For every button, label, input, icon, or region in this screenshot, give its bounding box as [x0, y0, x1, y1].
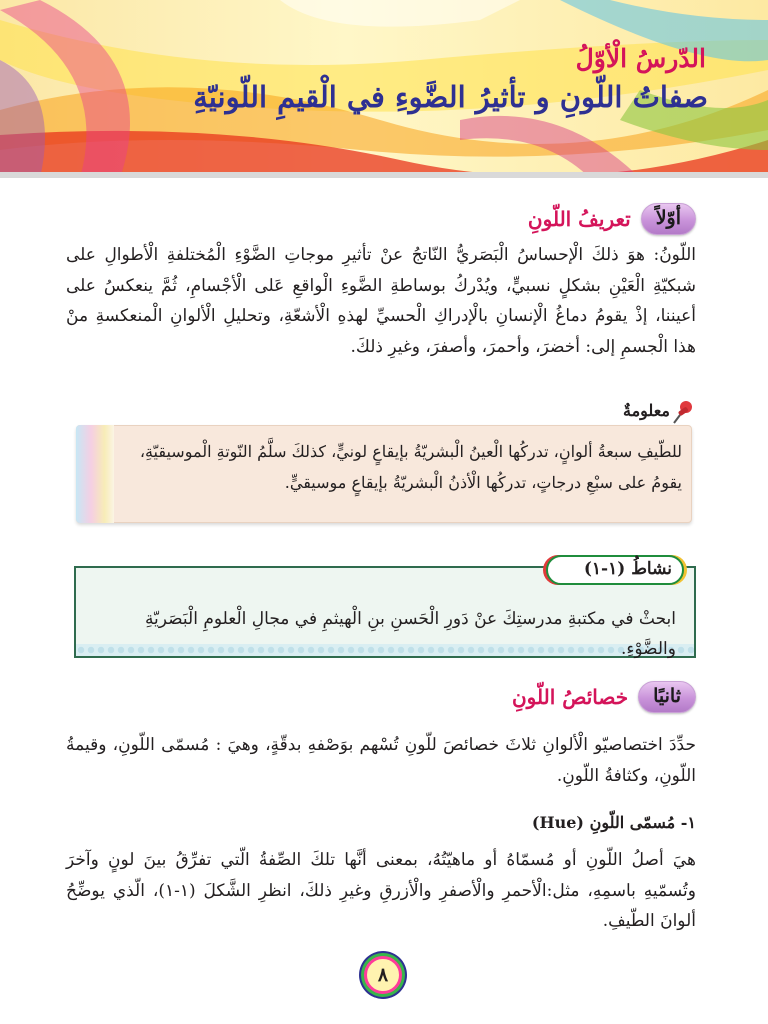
lesson-number: الدّرسُ الْأوّلُ: [575, 44, 706, 73]
section-badge: أوّلاً: [641, 203, 696, 235]
item-heading-hue: ١- مُسمّى اللّونِ (Hue): [531, 813, 696, 832]
section-heading-definition: [528, 203, 696, 235]
header-banner: [0, 0, 768, 178]
properties-paragraph: حدِّدَ اختصاصيّو الْألوانِ ثلاثَ خصائصَ للّونِ تُسْهم بوَصْفهِ بدقّةٍ، وهيَ : مُسمّى اللّونِ، وقيمةُ اللّونِ، وكثافةُ اللّونِ.: [66, 735, 696, 786]
section-badge: ثانيًا: [638, 681, 696, 713]
activity-label: نشاطُ (١-١): [583, 559, 672, 579]
info-line: للطّيفِ سبعةُ ألوانٍ، تدركُها الْعينُ الْبشريّةُ بإيقاعٍ لونيٍّ، كذلكَ سلَّمُ النّوتةِ الْموسيقيّةِ،: [139, 442, 682, 461]
lesson-title: صفاتُ اللّونِ و تأثيرُ الضَّوءِ في الْقيمِ اللّونيّةِ: [193, 80, 708, 114]
hue-paragraph: هيَ أصلُ اللّونِ أو مُسمّاهُ أو ماهيّتُهُ، بمعنى أنَّها تلكَ الصِّفةُ الّتي تفرِّقُ بينَ لونٍ وآخرَ وتُسمّيهِ باسمِهِ، مثل:الْأحمرِ والْأصفرِ والْأزرقِ وغيرِ ذلكَ، انظرِ الشَّكلَ (١-١)، الّذي يوضِّحُ ألوانَ الطّيفِ.: [66, 850, 696, 931]
info-line: يقومُ على سبْعِ درجاتٍ، تدركُها الْأذنُ الْبشريّةُ بإيقاعٍ موسيقيٍّ.: [284, 473, 682, 492]
section-heading-properties: [512, 681, 696, 713]
section-title: تعريفُ اللّونِ: [527, 207, 631, 231]
section-title: خصائصُ اللّونِ: [511, 685, 629, 709]
definition-paragraph: اللّونُ: هوَ ذلكَ الْإحساسُ الْبَصَريُّ النّاتجُ عنْ تأثيرِ موجاتِ الضَّوْءِ الْمُختلفةِ الْأطوالِ على شبكيّةِ الْعَيْنِ بشكلٍ نسبيٍّ، ويُدْركُ بوساطةِ الضَّوءِ الْواقعِ عَلى الْأجْسامِ، ثُمَّ ينعكسُ على أعيننا، إذْ يقومُ دماغُ الْإنسانِ بالْإدراكِ الْحسيِّ لهذهِ الْأشعّةِ، وتحليلِ الْألوانِ الْمنعكسةِ منْ هذا الْجسمِ إلى: أخضرَ، وأحمرَ، وأصفرَ، وغيرِ ذلكَ.: [66, 245, 696, 357]
info-label: معلومةٌ: [623, 401, 670, 420]
pushpin-icon: [672, 399, 696, 425]
info-text: [102, 436, 682, 498]
activity-text: ابحثْ في مكتبةِ مدرستِكَ عنْ دَورِ الْحَسنِ بنِ الْهيثمِ في مجالِ الْعلومِ الْبَصَريّةِ والضَّوْءِ.: [144, 609, 676, 659]
page-number: ٨: [364, 956, 402, 994]
